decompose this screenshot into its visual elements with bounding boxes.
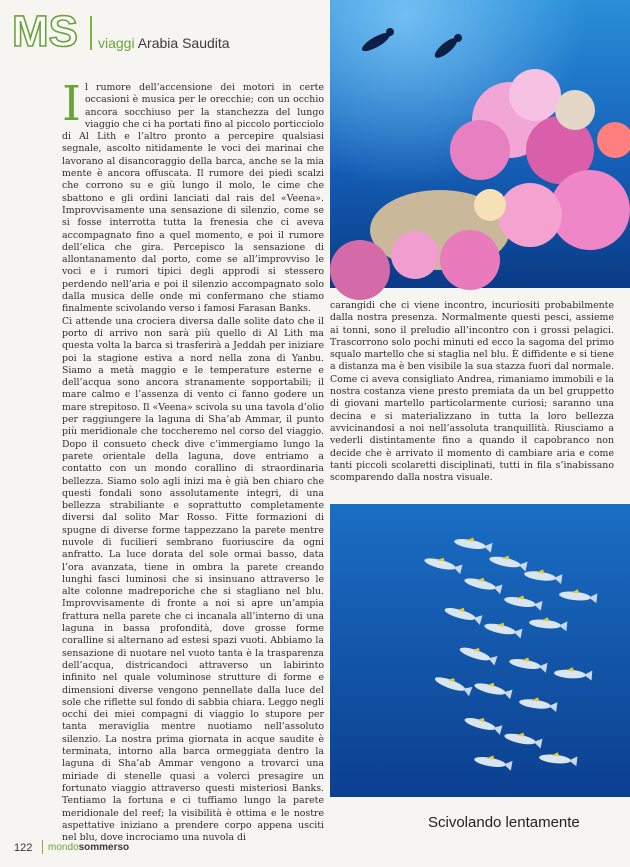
drop-cap: I xyxy=(62,76,81,132)
logo-text: MS xyxy=(12,7,78,56)
coral-reef-illustration xyxy=(330,0,630,288)
page-header xyxy=(10,6,330,56)
article-column-left xyxy=(62,76,324,844)
fish-school-photo xyxy=(330,504,630,797)
article-paragraph-1 xyxy=(62,76,324,316)
section-category: viaggi xyxy=(98,35,135,51)
paragraph-1-text: l rumore dell’accensione dei motori in certe occasioni è musica per le orecchie; con un occhio ancora socchiuso per la stanchezza del lungo viaggio che ci ha portati fino al piccolo porticciolo di Al Lith e l’altro pronto a percepire qualsiasi segnale, ascolto nitidamente le voci dei marinai che lavorano al disancoraggio della barca, anche se la mia mente è ancora offuscata. Il rumore dei piedi scalzi che corrono su e giù lungo il molo, le cime che sbattono e gli ordini lanciati dal rais del «Veena». Improvvisamente una sensazione di silenzio, come se si fosse interrotta tutta la frenesia che ci aveva accompagnato fino a quel momento, e poi il rumore dell’elica che gira. Percepisco la sensazione di allontanamento dal porto, come se all’improvviso le voci e i rumori tipici degli approdi si stessero perdendo nell’aria e poi il silenzio accompagnato solo dalla musica delle onde mi confermano che stiamo finalmente scivolando verso i famosi Farasan Banks. xyxy=(62,82,324,315)
article-column-right xyxy=(330,300,614,500)
magazine-name-part2: sommerso xyxy=(78,842,130,853)
magazine-logo xyxy=(10,6,88,56)
article-paragraph-2: Ci attende una crociera diversa dalle solite dato che il porto di arrivo non sarà più quello di Al Lith ma questa volta la barca si trasferirà a Jeddah per iniziare poi la stagione estiva a nord nella zona di Yanbu. Siamo a metà maggio e le temperature esterne e dell’acqua sono ancora stranamente sopportabili; il mare calmo e l’assenza di vento ci fanno godere un mare strepitoso. Il «Veena» scivola su una tavola d’olio per raggiungere la laguna di Sha’ab Ammar, il punto più meridionale che toccheremo nel corso del viaggio. Dopo il consueto check dive c’immergiamo lungo la parete orientale della laguna, dove entriamo a contatto con un mondo corallino di straordinaria bellezza. Siamo solo agli inizi ma è già ben chiaro che questi fondali sono assolutamente integri, di una bellezza strabiliante e soprattutto completamente diversi dal solito Mar Rosso. Fitte formazioni di spugne di diverse forme tappezzano la parete mentre nuvole di fucilieri sembrano fuoriuscire da ogni anfratto. La luce dorata del sole ormai basso, data l’ora avanzata, tiene in ombra la parete creando lunghi fasci luminosi che si insinuano attraverso le alte colonne madreporiche che si stagliano nel blu. Improvvisamente di fronte a noi si apre un’ampia frattura nella parete che ci incanala all’interno di una laguna in bassa profondità, dove grosse forme coralline si alternano ad estesi spazi vuoti. Abbiamo la sensazione di nuotare nel vuoto tanta è la trasparenza dell’acqua, districandoci attraverso un labirinto infinito nel quale voluminose strutture di forme e dimensioni diverse vengono pennellate dalla luce del sole che riflette sul fondo di sabbia chiara. Leggo negli occhi dei miei compagni di viaggio lo stupore per tanta meraviglia mentre nuotiamo nell’assoluto silenzio. La nostra prima giornata in acque saudite è terminata, intorno alla barca ormeggiata dentro la laguna di Sha’ab Ammar vengono a trovarci una miriade di stenelle quasi a volerci presagire un fortunato viaggio attraverso questi misteriosi Banks. Tentiamo la fortuna e ci tuffiamo lungo la parete meridionale del reef; la visibilità è ottima e le nostre aspettative iniziano a prendere corpo appena usciti nel blu, dove incrociamo una nuvola di xyxy=(62,315,324,844)
fish-school-illustration xyxy=(330,504,630,797)
photo-caption: Scivolando lentamente xyxy=(428,814,580,831)
magazine-name xyxy=(48,842,129,853)
page-number: 122 xyxy=(14,842,33,854)
coral-reef-photo xyxy=(330,0,630,288)
section-label xyxy=(98,35,230,51)
section-title: Arabia Saudita xyxy=(137,35,230,51)
article-paragraph-3: carangidi che ci viene incontro, incuriositi probabilmente dalla nostra presenza. Normalmente questi pesci, assieme ai tonni, sono il preludio all’incontro con i grossi pelagici. Trascorrono solo pochi minuti ed ecco la sagoma del primo squalo martello che si staglia nel blu. È diffidente e si tiene a distanza ma è ben visibile la sua stazza fuori dal normale. Come ci aveva consigliato Andrea, rimaniamo immobili e la nostra costanza viene presto premiata da un bel gruppetto di giovani martello particolarmente curiosi; saranno una decina e si materializzano in tutta la loro bellezza avvicinandosi a noi nell’assoluta tranquillità. Riusciamo a vederli distintamente fino a quando il capobranco non decide che è arrivato il momento di cambiare aria e come tanti piccoli scolaretti disciplinati, tutti in fila s’inabissano scomparendo dalla nostra visuale. xyxy=(330,300,614,484)
magazine-name-part1: mondo xyxy=(48,842,79,853)
header-divider xyxy=(90,16,92,50)
footer-divider xyxy=(42,840,43,854)
